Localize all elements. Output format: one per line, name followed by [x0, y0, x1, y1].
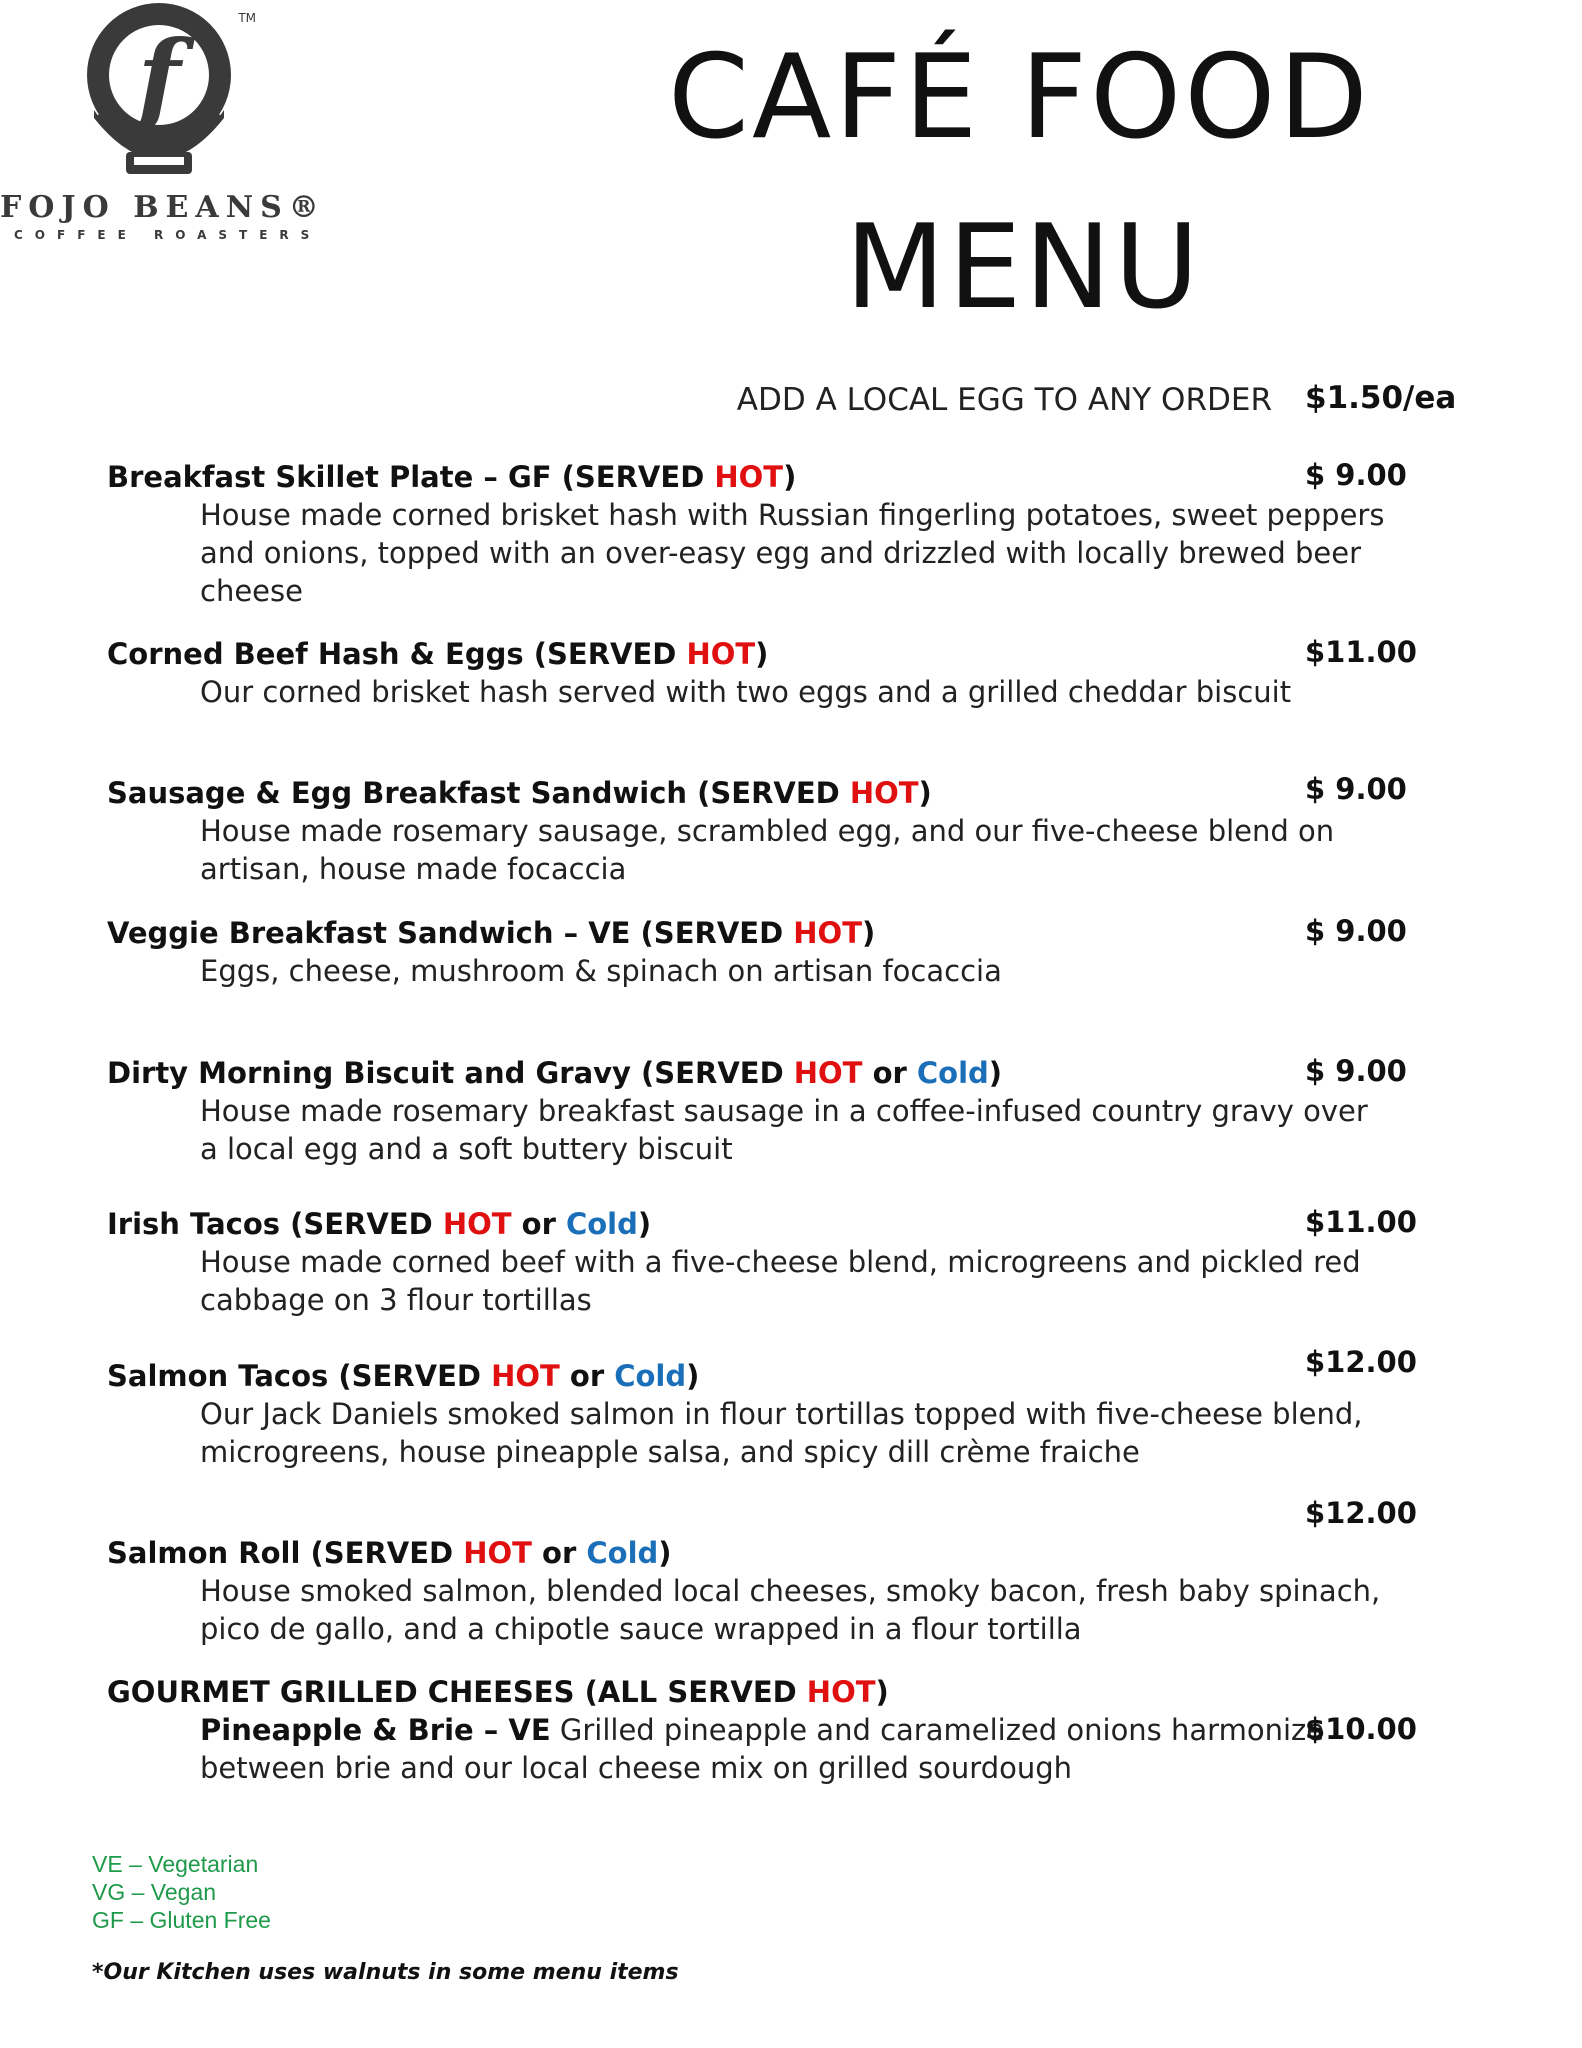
- menu-item: [107, 774, 1407, 888]
- svg-text:f: f: [137, 18, 181, 136]
- menu-item-price: $11.00: [1305, 1205, 1417, 1239]
- menu-item-description: Eggs, cheese, mushroom & spinach on artisan focaccia: [200, 954, 1002, 988]
- page-title-line-1: CAFÉ FOOD: [668, 30, 1371, 165]
- menu-item-title: Breakfast Skillet Plate – GF (SERVED HOT): [107, 460, 797, 494]
- menu-item-title: Dirty Morning Biscuit and Gravy (SERVED HOT or Cold): [107, 1056, 1003, 1090]
- menu-item: [107, 1054, 1407, 1168]
- logo-brand-name: FOJO BEANS®: [0, 190, 326, 225]
- menu-item: [107, 1205, 1407, 1319]
- menu-item-price: $11.00: [1305, 635, 1417, 669]
- menu-item-title: Salmon Roll (SERVED HOT or Cold): [107, 1536, 672, 1570]
- menu-item-description: House made corned beef with a five-cheese blend, microgreens and pickled red cabbage on 3 flour tortillas: [200, 1245, 1361, 1317]
- menu-item: [107, 1534, 1407, 1648]
- menu-item-title: Corned Beef Hash & Eggs (SERVED HOT): [107, 637, 769, 671]
- menu-item-price: $12.00: [1305, 1345, 1417, 1379]
- trademark-mark: TM: [238, 11, 256, 25]
- menu-item-description: Pineapple & Brie – VE Grilled pineapple and caramelized onions harmonize between brie and our local cheese mix on grilled sourdough: [200, 1713, 1325, 1785]
- menu-item-price: $12.00: [1305, 1496, 1417, 1530]
- menu-item-description: House made rosemary sausage, scrambled egg, and our five-cheese blend on artisan, house made focaccia: [200, 814, 1335, 886]
- menu-item: [107, 635, 1407, 711]
- menu-item: [107, 458, 1407, 610]
- coffee-cup-logo-icon: [64, 0, 264, 185]
- menu-item-price: $10.00: [1305, 1712, 1417, 1746]
- legend-item-vg: VG – Vegan: [92, 1879, 217, 1905]
- subitem-name: Pineapple & Brie – VE: [200, 1713, 551, 1747]
- menu-item-title: Salmon Tacos (SERVED HOT or Cold): [107, 1359, 700, 1393]
- menu-item-description: House made rosemary breakfast sausage in a coffee-infused country gravy over a local egg and a soft buttery biscuit: [200, 1094, 1368, 1166]
- allergen-note: *Our Kitchen uses walnuts in some menu items: [92, 1960, 679, 1985]
- menu-item-price: $ 9.00: [1305, 772, 1407, 806]
- menu-item-title: GOURMET GRILLED CHEESES (ALL SERVED HOT): [107, 1675, 889, 1709]
- egg-addon-label: ADD A LOCAL EGG TO ANY ORDER: [736, 382, 1272, 418]
- legend-item-gf: GF – Gluten Free: [92, 1907, 271, 1933]
- menu-item-price: $ 9.00: [1305, 458, 1407, 492]
- menu-item-title: Irish Tacos (SERVED HOT or Cold): [107, 1207, 652, 1241]
- logo-subtitle: COFFEE ROASTERS: [14, 228, 322, 242]
- menu-item: [107, 914, 1407, 990]
- legend-item-ve: VE – Vegetarian: [92, 1851, 259, 1877]
- menu-item-price: $ 9.00: [1305, 1054, 1407, 1088]
- menu-item-description: Our corned brisket hash served with two eggs and a grilled cheddar biscuit: [200, 675, 1292, 709]
- menu-item: [107, 1673, 1407, 1787]
- menu-item-description: House made corned brisket hash with Russian fingerling potatoes, sweet peppers and onions, topped with an over-easy egg and drizzled with locally brewed beer cheese: [200, 498, 1385, 608]
- menu-item-description: House smoked salmon, blended local cheeses, smoky bacon, fresh baby spinach, pico de gallo, and a chipotle sauce wrapped in a flour tortilla: [200, 1574, 1381, 1646]
- menu-item-title: Veggie Breakfast Sandwich – VE (SERVED HOT): [107, 916, 876, 950]
- dietary-legend: [92, 1850, 271, 1934]
- fojo-beans-logo: [0, 0, 330, 250]
- page-title-line-2: MENU: [845, 200, 1203, 335]
- menu-item: [107, 1357, 1407, 1471]
- menu-item-description: Our Jack Daniels smoked salmon in flour tortillas topped with five-cheese blend, microgreens, house pineapple salsa, and spicy dill crème fraiche: [200, 1397, 1363, 1469]
- menu-item-title: Sausage & Egg Breakfast Sandwich (SERVED HOT): [107, 776, 932, 810]
- menu-item-price: $ 9.00: [1305, 914, 1407, 948]
- egg-addon-price: $1.50/ea: [1305, 380, 1457, 416]
